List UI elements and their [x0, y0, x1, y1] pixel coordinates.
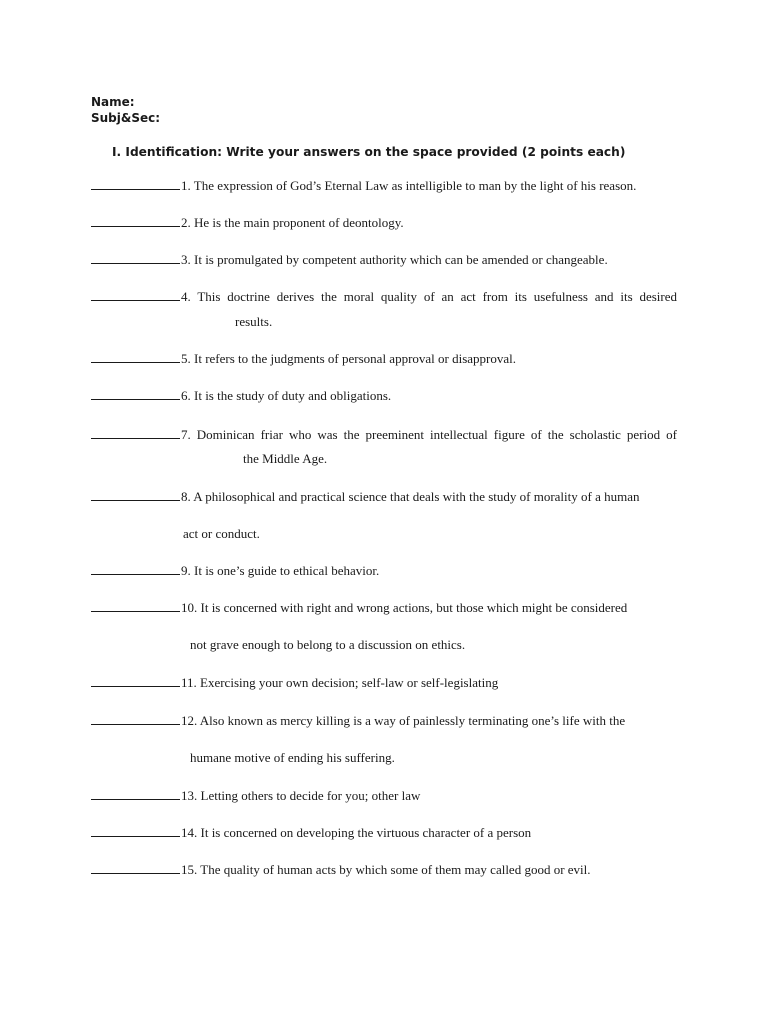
question-text: 6. It is the study of duty and obligations. [181, 388, 392, 403]
answer-blank[interactable] [91, 574, 180, 575]
question-text: 14. It is concerned on developing the virtuous character of a person [181, 825, 532, 840]
question-text: 2. He is the main proponent of deontology. [181, 215, 404, 230]
answer-blank[interactable] [91, 189, 180, 190]
question-text: 9. It is one’s guide to ethical behavior. [181, 563, 380, 578]
answer-blank[interactable] [91, 873, 180, 874]
question-text-continued: not grave enough to belong to a discussion on ethics. [190, 637, 466, 652]
name-label: Name: [91, 95, 135, 109]
subj-sec-label: Subj&Sec: [91, 111, 161, 125]
answer-blank[interactable] [91, 399, 180, 400]
answer-blank[interactable] [91, 263, 180, 264]
answer-blank[interactable] [91, 226, 180, 227]
question-text: 5. It refers to the judgments of personal approval or disapproval. [181, 351, 517, 366]
question-text: 1. The expression of God’s Eternal Law as intelligible to man by the light of his reason. [181, 178, 637, 193]
question-text-continued: the Middle Age. [243, 451, 328, 466]
answer-blank[interactable] [91, 611, 180, 612]
answer-blank[interactable] [91, 836, 180, 837]
question-text-continued: results. [235, 314, 273, 329]
question-text: 12. Also known as mercy killing is a way of painlessly terminating one’s life with the [181, 713, 626, 728]
answer-blank[interactable] [91, 300, 180, 301]
question-text: 7. Dominican friar who was the preeminent intellectual figure of the scholastic period of [181, 427, 677, 442]
answer-blank[interactable] [91, 724, 180, 725]
answer-blank[interactable] [91, 799, 180, 800]
answer-blank[interactable] [91, 500, 180, 501]
question-text: 4. This doctrine derives the moral quality of an act from its usefulness and its desired [181, 289, 677, 304]
question-text: 8. A philosophical and practical science that deals with the study of morality of a human [181, 489, 640, 504]
question-text-continued: act or conduct. [183, 526, 260, 541]
question-text: 13. Letting others to decide for you; other law [181, 788, 421, 803]
answer-blank[interactable] [91, 362, 180, 363]
question-text: 10. It is concerned with right and wrong actions, but those which might be considered [181, 600, 628, 615]
question-text-continued: humane motive of ending his suffering. [190, 750, 395, 765]
answer-blank[interactable] [91, 686, 180, 687]
section-title: I. Identification: Write your answers on the space provided (2 points each) [112, 145, 626, 159]
question-text: 3. It is promulgated by competent authority which can be amended or changeable. [181, 252, 608, 267]
question-text: 15. The quality of human acts by which some of them may called good or evil. [181, 862, 591, 877]
question-text: 11. Exercising your own decision; self-law or self-legislating [181, 675, 499, 690]
answer-blank[interactable] [91, 438, 180, 439]
